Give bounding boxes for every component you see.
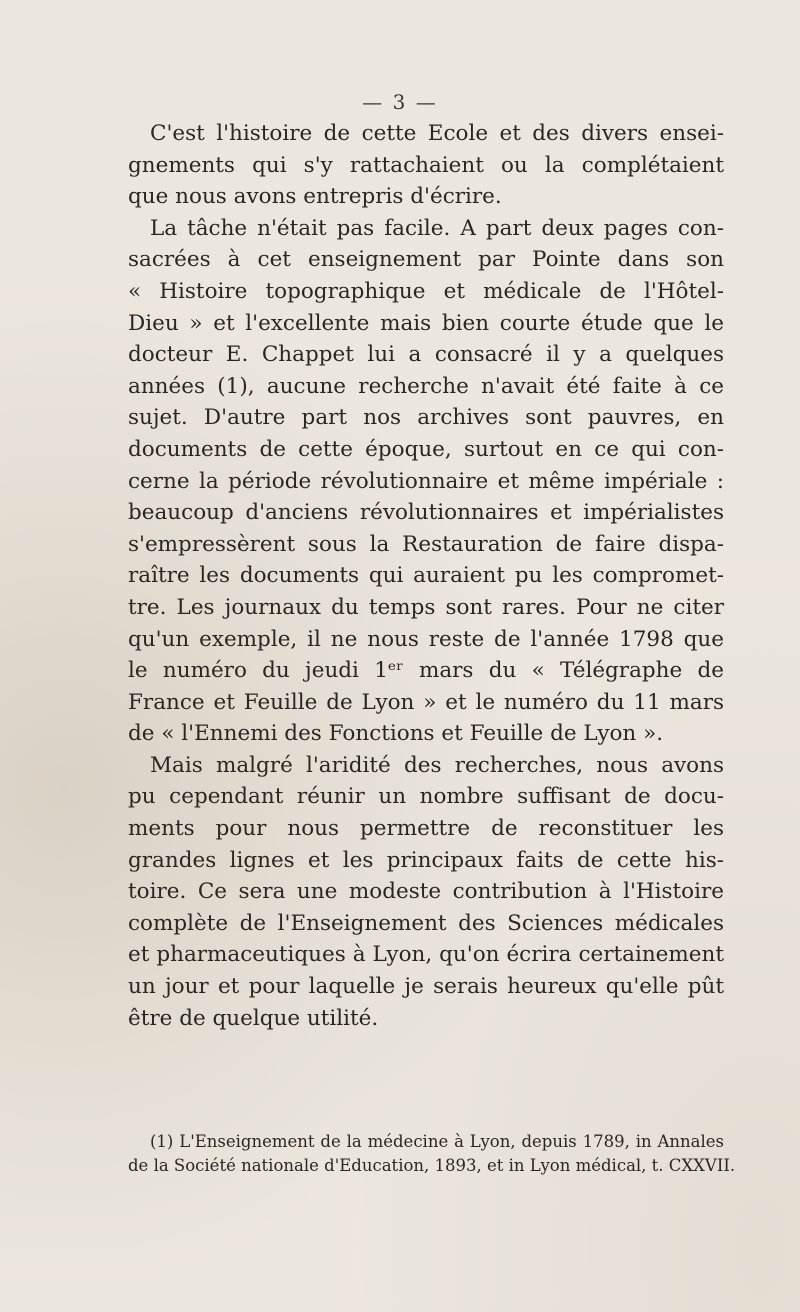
body-line: La tâche n'était pas facile. A part deux pages con- <box>150 215 724 241</box>
page-number: — 3 — <box>362 90 438 114</box>
body-line: un jour et pour laquelle je serais heureux qu'elle pût <box>128 974 724 1000</box>
body-line: C'est l'histoire de cette Ecole et des divers ensei- <box>150 121 724 146</box>
body-line: toire. Ce sera une modeste contribution à l'Histoire <box>128 879 724 905</box>
footnote-line: de la Société nationale d'Education, 1893, et in Lyon médical, t. CXXVII. <box>128 1156 736 1175</box>
body-line: qu'un exemple, il ne nous reste de l'année 1798 que <box>128 626 724 652</box>
footnote-line: (1) L'Enseignement de la médecine à Lyon, depuis 1789, in Annales <box>150 1132 724 1151</box>
body-line: complète de l'Enseignement des Sciences médicales <box>128 910 724 936</box>
body-line: pu cependant réunir un nombre suffisant de docu- <box>128 784 724 810</box>
body-line: « Histoire topographique et médicale de l'Hôtel- <box>128 278 724 304</box>
body-line: tre. Les journaux du temps sont rares. Pour ne citer <box>128 594 724 620</box>
body-text <box>128 118 724 1034</box>
body-line: Dieu » et l'excellente mais bien courte étude que le <box>128 310 724 336</box>
body-line: documents de cette époque, surtout en ce qui con- <box>128 436 724 462</box>
body-line: France et Feuille de Lyon » et le numéro du 11 mars <box>128 689 724 715</box>
body-line: et pharmaceutiques à Lyon, qu'on écrira certainement <box>128 942 724 968</box>
body-line: de « l'Ennemi des Fonctions et Feuille de Lyon ». <box>128 721 664 747</box>
body-line: années (1), aucune recherche n'avait été faite à ce <box>128 373 724 399</box>
body-line: cerne la période révolutionnaire et même impériale : <box>128 468 724 494</box>
body-line: raître les documents qui auraient pu les compromet- <box>128 563 724 589</box>
body-line: beaucoup d'anciens révolutionnaires et impérialistes <box>128 500 724 526</box>
footnote <box>128 1130 736 1178</box>
body-line: sujet. D'autre part nos archives sont pauvres, en <box>128 405 724 431</box>
body-line: grandes lignes et les principaux faits de cette his- <box>128 847 724 873</box>
body-line: gnements qui s'y rattachaient ou la complétaient <box>128 152 724 178</box>
body-line: sacrées à cet enseignement par Pointe dans son <box>128 247 724 273</box>
body-line: s'empressèrent sous la Restauration de faire dispa- <box>128 531 724 557</box>
body-line: Mais malgré l'aridité des recherches, nous avons <box>150 752 724 778</box>
body-line: docteur E. Chappet lui a consacré il y a quelques <box>128 342 724 368</box>
body-line: le numéro du jeudi 1ᵉʳ mars du « Télégraphe de <box>128 658 724 684</box>
body-line: être de quelque utilité. <box>128 1005 379 1031</box>
body-line: ments pour nous permettre de reconstituer les <box>128 816 724 842</box>
body-line: que nous avons entrepris d'écrire. <box>128 184 502 210</box>
